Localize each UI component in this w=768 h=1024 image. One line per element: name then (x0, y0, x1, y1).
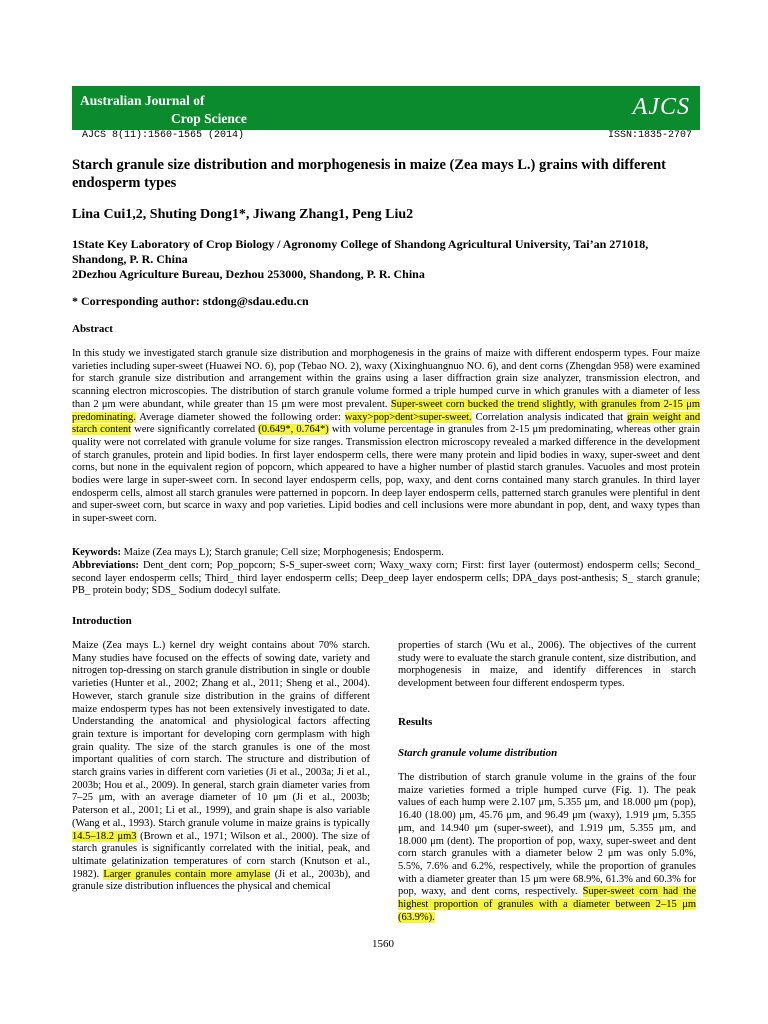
highlight: Super-sweet corn had the highest proportion of granules with a diameter between 2–15 μm (63.9%). (398, 886, 697, 923)
intro-text: (Brown et al., 1971; Wilson et al., 2000). The size of starch granules is significantly correlated with the initial, peak, and ultimate gelatinization temperatures of corn starch (Knutson et al., 1982). (72, 830, 371, 880)
journal-name-line2: Crop Science (171, 111, 247, 126)
abstract-text: Average diameter showed the following order: (139, 411, 341, 423)
abstract-heading: Abstract (72, 323, 113, 335)
abstract-text: In this study we investigated starch granule size distribution and morphogenesis in the grains of maize with different endosperm types. Four maize varieties including super-sweet (Huawei NO. 6), pop (Tebao NO. 2), waxy (Xixinghuangnuo NO. 6), and dent corns (Zhengdan 958) were examined for starch granule size distribution and arrangement within the grains using a laser diffraction grain size analyzer, transmission electron, and scanning electron microscopies. The distribution of starch granule volume formed a triple humped curve in which granules with a diameter of less than 2 μm were abundant, while greater than 15 μm were most prevalent. (72, 348, 700, 410)
highlight: Larger granules contain more amylase (103, 868, 271, 880)
intro-text: Maize (Zea mays L.) kernel dry weight contains about 70% starch. Many studies have focused on the effects of sowing date, variety and nitrogen top-dressing on starch granule distribution in single or double varieties (Hunter et al., 2002; Zhang et al., 2011; Sheng et al., 2004). However, starch granule size distribution in the grains of different maize endosperm types has not been extensively investigated to date. Understanding the anatomical and physiological factors affecting grain texture is important for developing corn germplasm with high grain quality. The size of the starch granules is one of the most important qualities of corn starch. The structure and distribution of starch grains varies in different corn varieties (Ji et al., 2003a; Ji et al., 2003b; Hou et al., 2009). In general, starch grain diameter varies from 7–25 μm, with an average diameter of 10 μm (Ji et al., 2003b; Paterson et al., 2001; Li et al., 1999), and grain shape is also variable (Wang et al., 1993). Starch granule volume in maize grains is typically (72, 640, 370, 829)
citation: AJCS 8(11):1560-1565 (2014) (82, 130, 245, 141)
citation-line (82, 130, 692, 141)
abstract-text: with volume percentage in granules from 2-15 μm predominating, whereas other grain quality were not correlated with granule volume for size ranges. Transmission electron microscopy revealed a marked difference in the development of starch granules, protein and lipid bodies. In first layer endosperm cells, there were many protein and lipid bodies in waxy, super-sweet and dent corns, but none in the equivalent region of popcorn, which appeared to have a higher number of plastid starch granules. Vacuoles and most protein bodies were large in super-sweet corn. In second layer endosperm cells, pop, waxy, and dent corns contained many starch granules. In third layer endosperm cells, almost all starch granules were patterned in popcorn. In deep layer endosperm cells, patterned starch granules were plentiful in dent and super-sweet corn, but scarce in waxy and pop varieties. Lipid bodies and cell inclusions were more abundant in pop, dent, and waxy types than in super-sweet corn. (72, 424, 701, 525)
affiliations (72, 237, 700, 282)
journal-abbreviation: AJCS (632, 94, 690, 120)
right-column-intro: properties of starch (Wu et al., 2006). The objectives of the current study were to evaluate the starch granule content, size distribution, and morphogenesis in maize, and identify differences in starch development between four different endosperm types. (398, 640, 696, 690)
results-body (398, 772, 696, 924)
highlight: 14.5–18.2 μm3 (72, 830, 137, 842)
author-list: Lina Cui1,2, Shuting Dong1*, Jiwang Zhang1, Peng Liu2 (72, 207, 414, 222)
highlight: (0.649*, 0.764*) (258, 424, 329, 436)
highlight: waxy>pop>dent>super-sweet. (344, 411, 472, 423)
abstract-text: Correlation analysis indicated that (475, 411, 624, 423)
subsection-heading: Starch granule volume distribution (398, 747, 558, 759)
abbreviations-label: Abbreviations: (72, 559, 139, 571)
abbreviations-text: Dent_dent corn; Pop_popcorn; S-S_super-sweet corn; Waxy_waxy corn; First: first layer (outermost) endosperm cells; Second_ second layer endosperm cells; Third_ third layer endosperm cells; Deep_deep layer endosperm cells; DPA_days post-anthesis; S_ starch granule; PB_ protein body; SDS_ Sodium dodecyl sulfate. (72, 559, 700, 597)
keywords-label: Keywords: (72, 547, 121, 558)
issn: ISSN:1835-2707 (607, 130, 692, 141)
abstract-text: were significantly correlated (134, 424, 256, 436)
page-number: 1560 (372, 938, 394, 950)
highlight: Super-sweet corn bucked the trend slightly, with granules from 2-15 μm predominating. (72, 398, 700, 423)
results-text: The distribution of starch granule volume in the grains of the four maize varieties formed a triple humped curve (Fig. 1). The peak values of each hump were 2.107 μm, 5.355 μm, and 18.000 μm (pop), 16.40 (18.00) μm, 45.76 μm, and 96.49 μm (waxy), 1.919 μm, 5.355 μm, and 14.940 μm (super-sweet), and 1.919 μm, 5.355 μm, and 18.000 μm (dent). The proportion of pop, waxy, super-sweet and dent corn starch granules with a diameter below 2 μm was only 5.0%, 5.5%, 7.6% and 6.2%, respectively, while the proportion of granules with a diameter greater than 15 μm were 68.9%, 61.3% and 60.3% for pop, waxy, and dent corns, respectively. (398, 772, 696, 898)
keywords-block (72, 547, 700, 598)
introduction-body (72, 640, 370, 894)
intro-text: (Ji et al., 2003b), and granule size distribution influences the physical and chemical (72, 868, 370, 893)
highlight: grain weight and starch content (72, 411, 701, 436)
journal-name-line1: Australian Journal of (80, 93, 205, 108)
article-title: Starch granule size distribution and morphogenesis in maize (Zea mays L.) grains with different endosperm types (72, 157, 666, 191)
results-heading: Results (398, 716, 433, 728)
introduction-heading: Introduction (72, 615, 132, 627)
corresponding-author: * Corresponding author: stdong@sdau.edu.cn (72, 294, 309, 308)
keywords-text: Maize (Zea mays L); Starch granule; Cell size; Morphogenesis; Endosperm. (123, 547, 444, 558)
abstract-body (72, 348, 700, 526)
affiliation-2: 2Dezhou Agriculture Bureau, Dezhou 253000, Shandong, P. R. China (72, 267, 425, 281)
affiliation-1: 1State Key Laboratory of Crop Biology / Agronomy College of Shandong Agricultural University, Tai’an 271018, Shandong, P. R. China (72, 237, 649, 266)
